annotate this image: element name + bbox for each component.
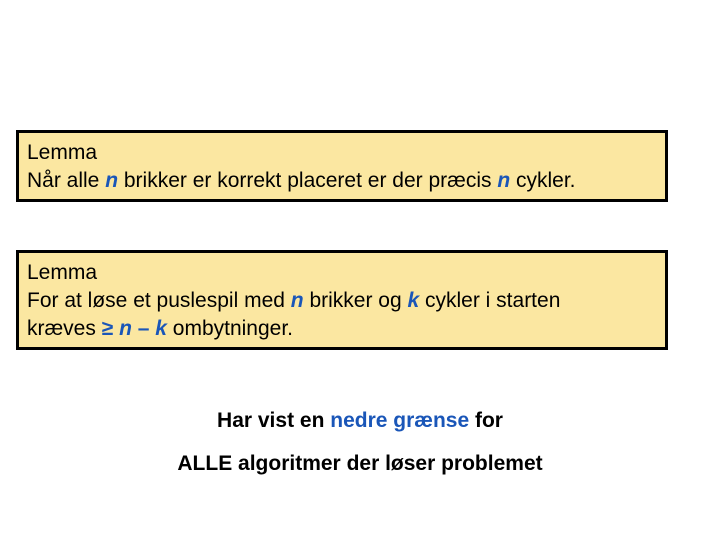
variable-n: n: [497, 169, 511, 192]
lemma-text: cykler.: [510, 169, 576, 192]
conclusion-line-1: [0, 407, 720, 435]
variable-k: k: [155, 317, 167, 340]
conclusion-line-2: ALLE algoritmer der løser problemet: [177, 452, 543, 475]
lemma-statement: [27, 167, 657, 195]
highlight-lower-bound: nedre grænse: [330, 409, 470, 432]
lemma-title: Lemma: [27, 261, 98, 284]
lemma-text: brikker og: [303, 289, 408, 312]
conclusion-text: Har vist en: [217, 409, 331, 432]
lemma-text: Når alle: [27, 169, 106, 192]
variable-k: k: [407, 289, 420, 312]
lemma-text: cykler i starten: [419, 289, 561, 312]
lemma-statement-line-2: [27, 315, 657, 343]
lemma-box-1: [16, 130, 668, 202]
conclusion-text: for: [469, 409, 503, 432]
lemma-statement-line-1: [27, 287, 657, 315]
lemma-title: Lemma: [27, 141, 98, 164]
lemma-text: brikker er korrekt placeret er der præcis: [118, 169, 498, 192]
lemma-text: kræves: [27, 317, 102, 340]
minus-symbol: –: [131, 317, 156, 340]
variable-n: n: [105, 169, 119, 192]
variable-n: n: [290, 289, 304, 312]
lemma-text: For at løse et puslespil med: [27, 289, 291, 312]
lemma-box-2: [16, 250, 668, 350]
variable-n: n: [119, 317, 132, 340]
lemma-text: ombytninger.: [166, 317, 294, 340]
geq-symbol: ≥: [101, 317, 114, 340]
